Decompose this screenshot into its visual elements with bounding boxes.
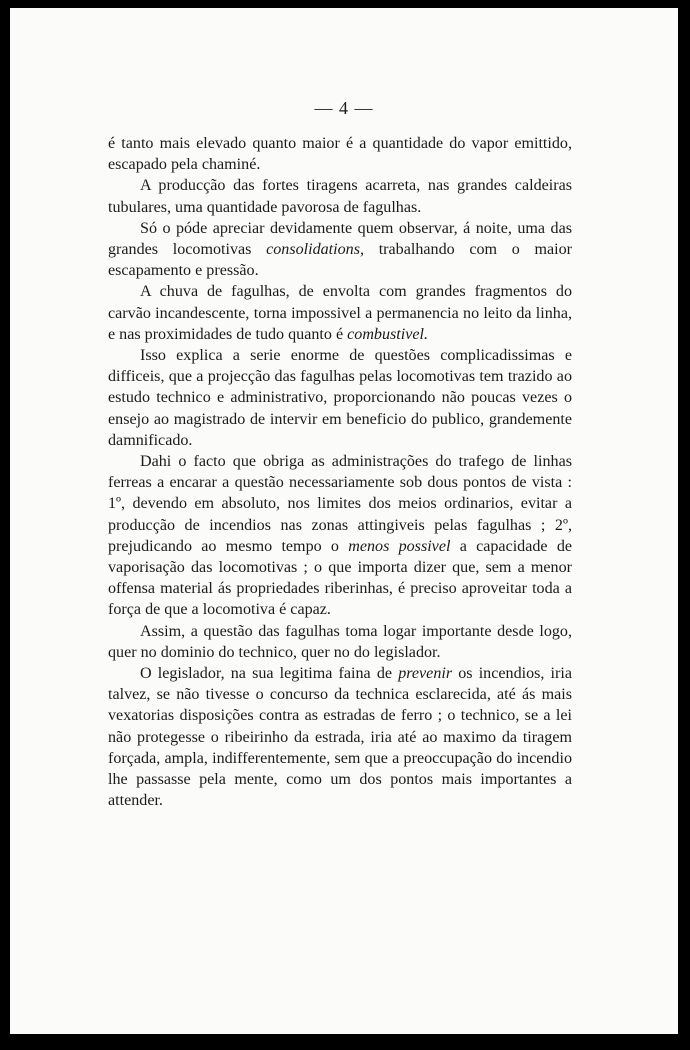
- italic-term: combustivel.: [347, 325, 429, 343]
- paragraph-3: Só o póde apreciar devidamente quem observar, á noite, uma das grandes locomotivas consolidations, trabalhando com o maior escapamento e pressão.: [108, 219, 573, 280]
- paragraph-2: A producção das fortes tiragens acarreta, nas grandes caldeiras tubulares, uma quantidade pavorosa de fagulhas.: [108, 177, 572, 216]
- paragraph-8: O legislador, na sua legitima faina de prevenir os incendios, iria talvez, se não tivesse o concurso da technica esclarecida, até ás mais vexatorias disposições contra as estradas de ferro ; o technico, se a lei não protegesse o ribeirinho da estrada, iria até ao maximo da tiragem forçada, ampla, indifferentemente, sem que a preoccupação do incendio lhe passasse pela mente, como um dos pontos mais importantes a attender.: [108, 665, 573, 810]
- paragraph-4: A chuva de fagulhas, de envolta com grandes fragmentos do carvão incandescente, torna impossivel a permanencia no leito da linha, e nas proximidades de tudo quanto é combustivel.: [108, 283, 572, 343]
- paragraph-5: Isso explica a serie enorme de questões complicadissimas e difficeis, que a projecção das fagulhas pelas locomotivas tem trazido ao estudo technico e administrativo, proporcionando não poucas vezes o ensejo ao magistrado de intervir em beneficio do publico, grandemente damnificado.: [108, 347, 572, 449]
- book-page: [10, 8, 678, 1034]
- italic-term: consolidations,: [266, 241, 365, 259]
- italic-term: menos possivel: [348, 537, 451, 555]
- paragraph-1: é tanto mais elevado quanto maior é a quantidade do vapor emittido, escapado pela chaminé.: [108, 135, 572, 174]
- body-text: [108, 133, 572, 812]
- page-number: — 4 —: [314, 98, 374, 118]
- italic-term: prevenir: [398, 665, 453, 683]
- paragraph-6: Dahi o facto que obriga as administrações do trafego de linhas ferreas a encarar a questão necessariamente sob dous pontos de vista : 1º, devendo em absoluto, nos limites dos meios ordinarios, evitar a producção de incendios nas zonas attingiveis pelas fagulhas ; 2º, prejudicando ao mesmo tempo o menos possivel a capacidade de vaporisação das locomotivas ; o que importa dizer que, sem a menor offensa material ás propriedades riberinhas, é preciso aproveitar toda a força de que a locomotiva é capaz.: [108, 453, 573, 619]
- paragraph-7: Assim, a questão das fagulhas toma logar importante desde logo, quer no dominio do technico, quer no do legislador.: [108, 622, 572, 661]
